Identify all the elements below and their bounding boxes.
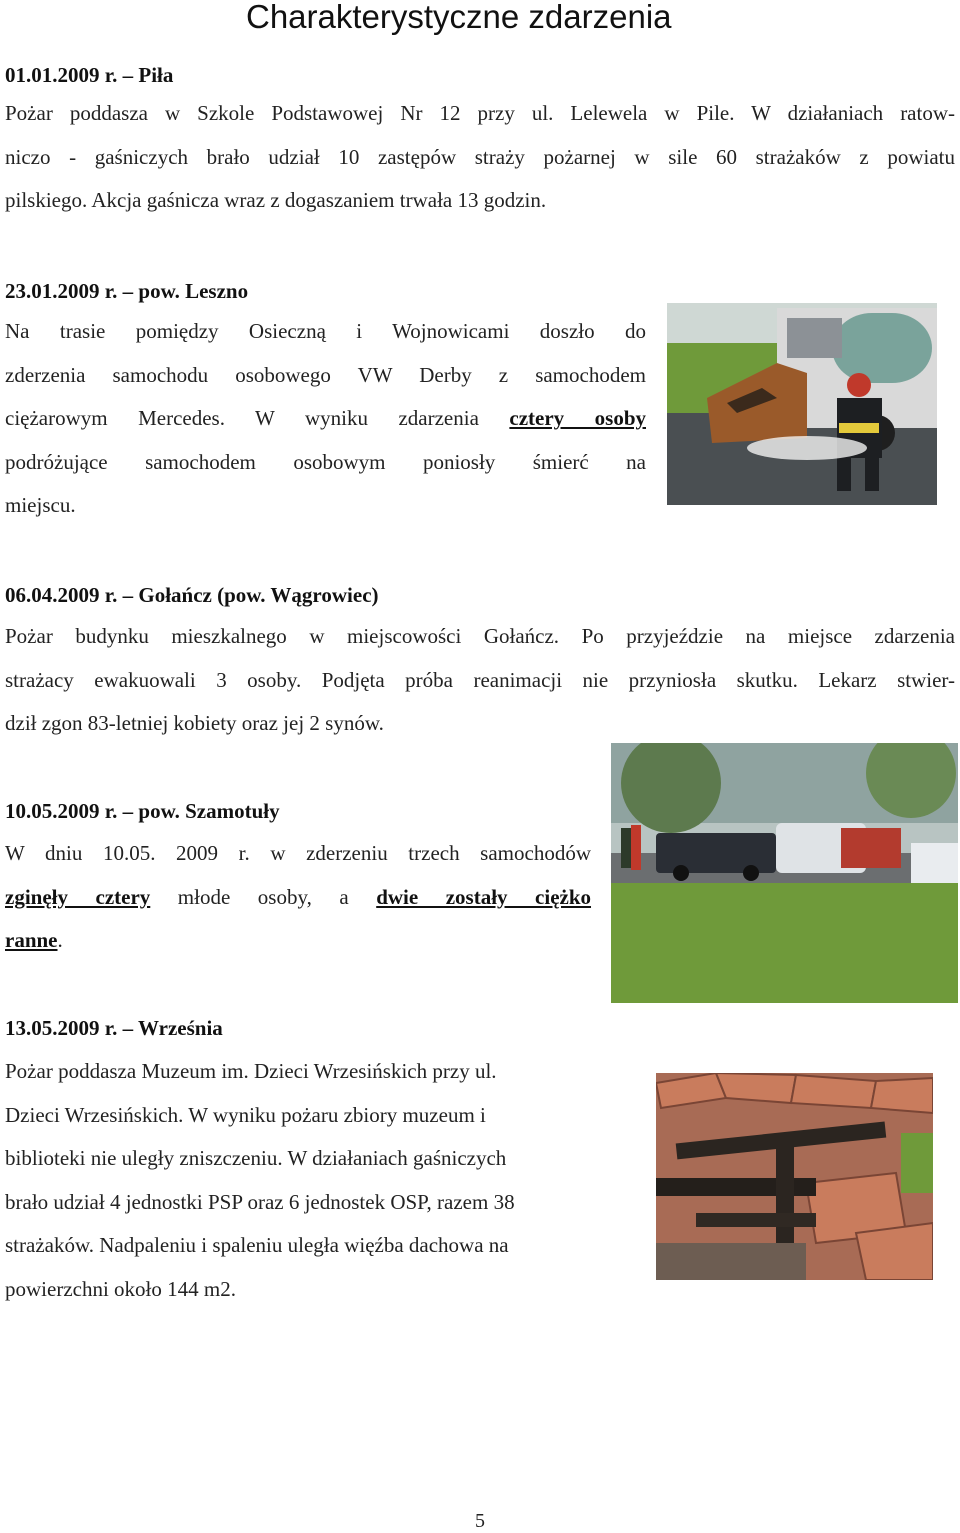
event-2-line-2: zderzenia samochodu osobowego VW Derby z samochodem bbox=[5, 362, 646, 387]
truck-collision-photo bbox=[667, 303, 937, 505]
event-2-line-5: miejscu. bbox=[5, 493, 76, 517]
event-1-body bbox=[5, 92, 955, 223]
event-4-emphasis-four-died: zginęły cztery bbox=[5, 884, 151, 909]
event-4-line-1: W dniu 10.05. 2009 r. w zderzeniu trzech samochodów bbox=[5, 841, 591, 865]
event-5-line-2: Dzieci Wrzesińskich. W wyniku pożaru zbiory muzeum i bbox=[5, 1102, 486, 1127]
burnt-roof-photo bbox=[656, 1073, 933, 1280]
event-2-line-3 bbox=[5, 397, 646, 441]
event-3-line-1: Pożar budynku mieszkalnego w miejscowości Gołańcz. Po przyjeździe na miejsce zdarzenia bbox=[5, 624, 955, 648]
event-5-line-6: powierzchni około 144 m2. bbox=[5, 1276, 236, 1301]
event-1-line-2: niczo - gaśniczych brało udział 10 zastępów straży pożarnej w sile 60 strażaków z powiatu bbox=[5, 144, 955, 169]
event-2-body bbox=[5, 310, 646, 528]
event-3-line-2: strażacy ewakuowali 3 osoby. Podjęta próba reanimacji nie przyniosła skutku. Lekarz stwier- bbox=[5, 667, 955, 692]
event-4-line-3-period: . bbox=[57, 928, 63, 952]
event-5-line-3: biblioteki nie uległy zniszczeniu. W działaniach gaśniczych bbox=[5, 1146, 507, 1170]
page-title: Charakterystyczne zdarzenia bbox=[246, 0, 672, 35]
event-2-line-4: podróżujące samochodem osobowym poniosły śmierć na bbox=[5, 449, 646, 474]
event-3-body bbox=[5, 615, 955, 746]
event-4-line-2-text: młode osoby, a bbox=[177, 884, 349, 909]
event-3-line-3: dził zgon 83-letniej kobiety oraz jej 2 synów. bbox=[5, 711, 384, 735]
multi-car-crash-photo bbox=[611, 743, 958, 1003]
event-4-emphasis-injured: ranne bbox=[5, 928, 58, 952]
event-5-body bbox=[5, 1050, 635, 1311]
event-2-line-1: Na trasie pomiędzy Osieczną i Wojnowicami doszło do bbox=[5, 319, 646, 343]
event-5-line-1: Pożar poddasza Muzeum im. Dzieci Wrzesińskich przy ul. bbox=[5, 1059, 497, 1083]
event-2-header: 23.01.2009 r. – pow. Leszno bbox=[5, 279, 249, 303]
event-1-line-3: pilskiego. Akcja gaśnicza wraz z dogaszaniem trwała 13 godzin. bbox=[5, 188, 547, 212]
event-4-line-3 bbox=[5, 919, 591, 963]
event-1-header: 01.01.2009 r. – Piła bbox=[5, 63, 174, 87]
event-5-header: 13.05.2009 r. – Września bbox=[5, 1016, 223, 1040]
event-2-emphasis-four-persons: cztery osoby bbox=[509, 406, 646, 430]
event-4-emphasis-two-injured: dwie zostały ciężko bbox=[376, 884, 592, 909]
event-4-header: 10.05.2009 r. – pow. Szamotuły bbox=[5, 799, 280, 823]
page-number: 5 bbox=[475, 1510, 485, 1532]
event-4-body bbox=[5, 832, 591, 963]
event-5-line-4: brało udział 4 jednostki PSP oraz 6 jednostek OSP, razem 38 bbox=[5, 1189, 515, 1214]
event-4-line-2 bbox=[5, 876, 591, 920]
event-3-header: 06.04.2009 r. – Gołańcz (pow. Wągrowiec) bbox=[5, 583, 379, 607]
event-1-line-1: Pożar poddasza w Szkole Podstawowej Nr 12 przy ul. Lelewela w Pile. W działaniach ratow- bbox=[5, 101, 955, 125]
event-5-line-5: strażaków. Nadpaleniu i spaleniu uległa więźba dachowa na bbox=[5, 1233, 509, 1257]
event-2-line-3-text: ciężarowym Mercedes. W wyniku zdarzenia bbox=[5, 406, 479, 430]
